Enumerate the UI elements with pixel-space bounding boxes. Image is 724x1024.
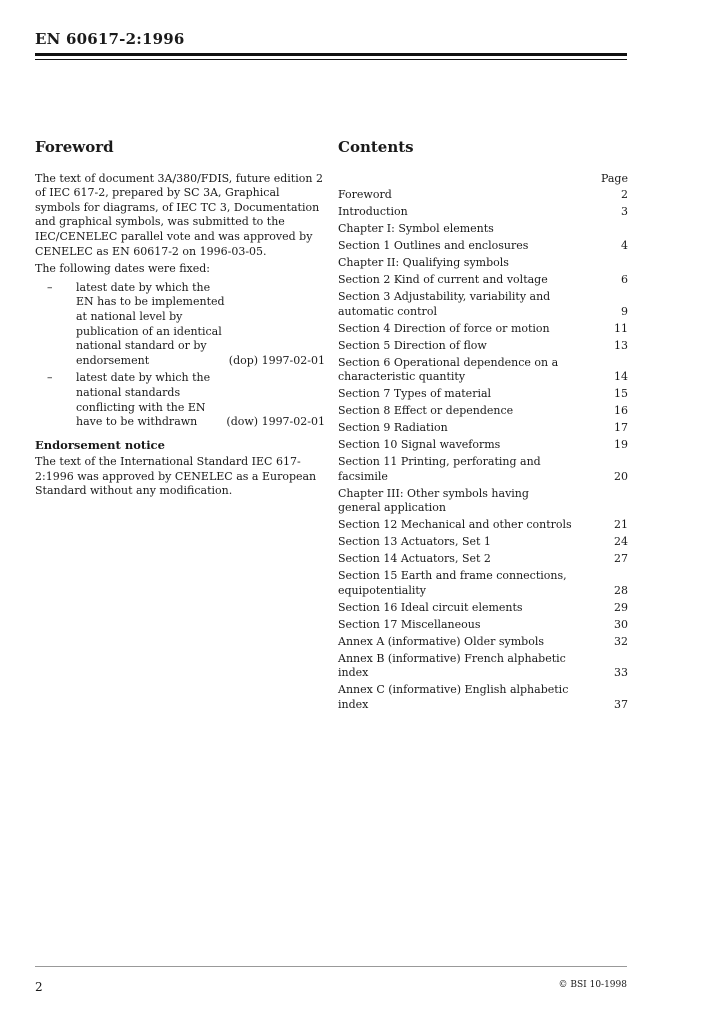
toc-entry-title: Section 3 Adjustability, variability and automatic control: [338, 290, 551, 318]
toc-entry-title: Section 10 Signal waveforms: [338, 438, 501, 452]
dash-marker: –: [47, 280, 53, 294]
toc-entry-title: Section 11 Printing, perforating and facsimile: [338, 455, 541, 483]
foreword-heading: Foreword: [35, 138, 114, 156]
endorsement-heading: Endorsement notice: [35, 437, 165, 452]
toc-entry: [338, 256, 628, 271]
date-item-dow: [35, 371, 325, 429]
page-column-label: Page: [600, 171, 628, 185]
toc-entry-page: 37: [614, 697, 628, 711]
toc-entry: [338, 518, 628, 533]
toc-entry-title: Section 7 Types of material: [338, 387, 492, 401]
toc-entry: [338, 188, 628, 203]
toc-entry-page: 28: [614, 583, 628, 597]
toc-entry-page: 2: [621, 188, 628, 202]
toc-entry-page: 15: [614, 387, 628, 401]
date-item-dop: [35, 281, 325, 369]
dash-marker: –: [47, 371, 53, 385]
foreword-intro: The text of document 3A/380/FDIS, future edition 2 of IEC 617-2, prepared by SC 3A, Graphical symbols for diagrams, of IEC TC 3, Documentation and graphical symbols, was submitted to the IEC/CENELEC parallel vote and was approved by CENELEC as EN 60617-2 on 1996-03-05.: [35, 171, 323, 258]
toc-entry: [338, 618, 628, 633]
toc-entry-page: 24: [614, 535, 628, 549]
date-description: latest date by which the EN has to be implemented at national level by publication of an identical national standard or by endorsement: [76, 280, 225, 367]
toc-entry: [338, 239, 628, 254]
toc-entry-title: Foreword: [338, 188, 392, 202]
toc-entry-title: Chapter II: Qualifying symbols: [338, 256, 509, 270]
toc-entry-title: Section 5 Direction of flow: [338, 338, 487, 352]
toc-entry-page: 3: [621, 205, 628, 219]
toc-entry-page: 11: [614, 321, 628, 335]
toc-entry-page: 16: [614, 404, 628, 418]
toc-entry: [338, 455, 628, 484]
date-code: (dop) 1997-02-01: [228, 353, 325, 367]
toc-entry: [338, 387, 628, 402]
header-rule-thin: [35, 59, 627, 60]
toc-entry-title: Section 15 Earth and frame connections, equipotentiality: [338, 569, 567, 597]
toc-entry-page: 6: [621, 273, 628, 287]
toc-entry-title: Section 1 Outlines and enclosures: [338, 239, 529, 253]
toc-entry: [338, 290, 628, 319]
toc-entry-title: Section 16 Ideal circuit elements: [338, 600, 523, 614]
toc-entry: [338, 404, 628, 419]
toc-entry-page: 33: [614, 666, 628, 680]
toc-entry: [338, 535, 628, 550]
document-code: EN 60617-2:1996: [35, 30, 185, 48]
toc-list: [338, 188, 628, 712]
toc-entry-title: Chapter I: Symbol elements: [338, 222, 494, 236]
toc-entry-page: 17: [614, 421, 628, 435]
toc-entry-page: 29: [614, 600, 628, 614]
toc-entry-title: Section 17 Miscellaneous: [338, 617, 481, 631]
toc-entry: [338, 205, 628, 220]
toc-entry-title: Section 4 Direction of force or motion: [338, 321, 550, 335]
toc-entry-title: Annex A (informative) Older symbols: [338, 634, 545, 648]
toc-entry: [338, 652, 628, 681]
toc-entry-page: 20: [614, 469, 628, 483]
toc-entry-title: Annex B (informative) French alphabetic index: [338, 651, 566, 680]
toc-entry-title: Section 6 Operational dependence on a characteristic quantity: [338, 355, 559, 384]
toc-entry-page: 32: [614, 634, 628, 648]
footer-copyright: © BSI 10-1998: [558, 980, 627, 990]
footer-page-number: 2: [35, 980, 43, 994]
toc-entry-title: Annex C (informative) English alphabetic index: [338, 683, 569, 711]
toc-entry-page: 30: [614, 617, 628, 631]
toc-entry-title: Section 14 Actuators, Set 2: [338, 552, 491, 566]
endorsement-text: The text of the International Standard IEC 617-2:1996 was approved by CENELEC as a European Standard without any modification.: [35, 455, 317, 498]
toc-entry-title: Section 13 Actuators, Set 1: [338, 535, 491, 549]
toc-entry: [338, 487, 628, 516]
toc-entry: [338, 683, 628, 712]
toc-entry: [338, 339, 628, 354]
contents-column: [338, 140, 628, 715]
toc-entry: [338, 635, 628, 650]
footer-rule: [35, 966, 627, 967]
toc-entry-title: Chapter III: Other symbols having general application: [338, 486, 529, 515]
header-rule-thick: [35, 53, 627, 56]
toc-entry-page: 27: [614, 552, 628, 566]
toc-entry: [338, 356, 628, 385]
toc-entry: [338, 421, 628, 436]
toc-entry: [338, 222, 628, 237]
date-description: latest date by which the national standards conflicting with the EN have to be withdrawn: [76, 371, 211, 429]
toc-entry-page: 14: [614, 370, 628, 384]
toc-entry-page: 13: [614, 338, 628, 352]
contents-heading: Contents: [338, 138, 414, 156]
toc-entry-page: 19: [614, 438, 628, 452]
toc-entry: [338, 273, 628, 288]
toc-entry-page: 9: [621, 304, 628, 318]
toc-entry-title: Introduction: [338, 205, 408, 219]
toc-entry-page: 21: [614, 518, 628, 532]
toc-entry: [338, 322, 628, 337]
toc-entry: [338, 438, 628, 453]
toc-entry-title: Section 8 Effect or dependence: [338, 404, 514, 418]
toc-entry-page: 4: [621, 239, 628, 253]
toc-entry-title: Section 12 Mechanical and other controls: [338, 518, 572, 532]
toc-entry: [338, 569, 628, 598]
toc-entry: [338, 601, 628, 616]
toc-entry: [338, 552, 628, 567]
date-code: (dow) 1997-02-01: [226, 415, 325, 429]
toc-entry-title: Section 9 Radiation: [338, 421, 448, 435]
dates-lead: The following dates were fixed:: [35, 262, 210, 276]
foreword-column: [35, 140, 325, 502]
toc-entry-title: Section 2 Kind of current and voltage: [338, 273, 548, 287]
